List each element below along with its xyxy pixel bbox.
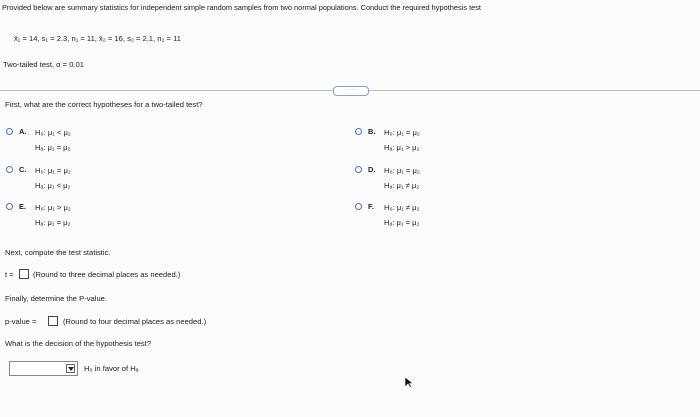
option-a-h0: H₀: μ₁ < μ₂ — [35, 128, 71, 137]
option-a-ha: Hₐ: μ₁ = μ₂ — [35, 143, 71, 152]
t-hint: (Round to three decimal places as needed.) — [33, 270, 181, 279]
option-d-letter: D. — [368, 165, 376, 174]
option-e-letter: E. — [19, 202, 26, 211]
option-c-letter: C. — [19, 165, 27, 174]
radio-d[interactable] — [355, 166, 362, 173]
question-decision: What is the decision of the hypothesis test? — [5, 339, 152, 348]
radio-c[interactable] — [6, 166, 13, 173]
radio-e[interactable] — [6, 203, 13, 210]
option-b-h0: H₀: μ₁ = μ₂ — [384, 128, 420, 137]
t-label: t = — [5, 270, 14, 279]
option-d-h0: H₀: μ₁ = μ₂ — [384, 166, 420, 175]
option-d-ha: Hₐ: μ₁ ≠ μ₂ — [384, 181, 420, 190]
summary-statistics: x̄₁ = 14, s₁ = 2.3, n₁ = 11, x̄₂ = 16, s₂ = 2.1, n₂ = 11 — [14, 34, 181, 43]
p-hint: (Round to four decimal places as needed.) — [63, 317, 207, 326]
option-c-ha: Hₐ: μ₁ < μ₂ — [35, 181, 71, 190]
option-a-letter: A. — [19, 127, 27, 136]
t-statistic-input[interactable] — [19, 269, 29, 279]
option-f-ha: Hₐ: μ₁ = μ₂ — [384, 218, 420, 227]
test-type: Two-tailed test, α = 0.01 — [3, 60, 85, 69]
radio-b[interactable] — [355, 128, 362, 135]
expand-more-button[interactable]: ····· — [333, 86, 369, 96]
option-f-letter: F. — [368, 202, 374, 211]
decision-dropdown[interactable] — [9, 361, 78, 376]
question-hypotheses: First, what are the correct hypotheses for a two-tailed test? — [5, 100, 203, 109]
option-e-ha: Hₐ: μ₁ = μ₂ — [35, 218, 71, 227]
radio-f[interactable] — [355, 203, 362, 210]
option-e-h0: H₀: μ₁ > μ₂ — [35, 203, 71, 212]
question-test-statistic: Next, compute the test statistic. — [5, 248, 111, 257]
problem-intro: Provided below are summary statistics for independent simple random samples from two normal populations. Conduct the required hypothesis test — [2, 3, 481, 12]
radio-a[interactable] — [6, 128, 13, 135]
option-b-letter: B. — [368, 127, 376, 136]
chevron-down-icon[interactable] — [66, 364, 75, 373]
p-value-label: p-value = — [5, 317, 37, 326]
question-p-value: Finally, determine the P-value. — [5, 294, 107, 303]
decision-suffix: H₀ in favor of Hₐ — [84, 364, 139, 373]
option-c-h0: H₀: μ₁ = μ₂ — [35, 166, 71, 175]
mouse-pointer-icon — [404, 376, 414, 388]
p-value-input[interactable] — [48, 316, 58, 326]
option-b-ha: Hₐ: μ₁ > μ₂ — [384, 143, 420, 152]
option-f-h0: H₀: μ₁ ≠ μ₂ — [384, 203, 420, 212]
